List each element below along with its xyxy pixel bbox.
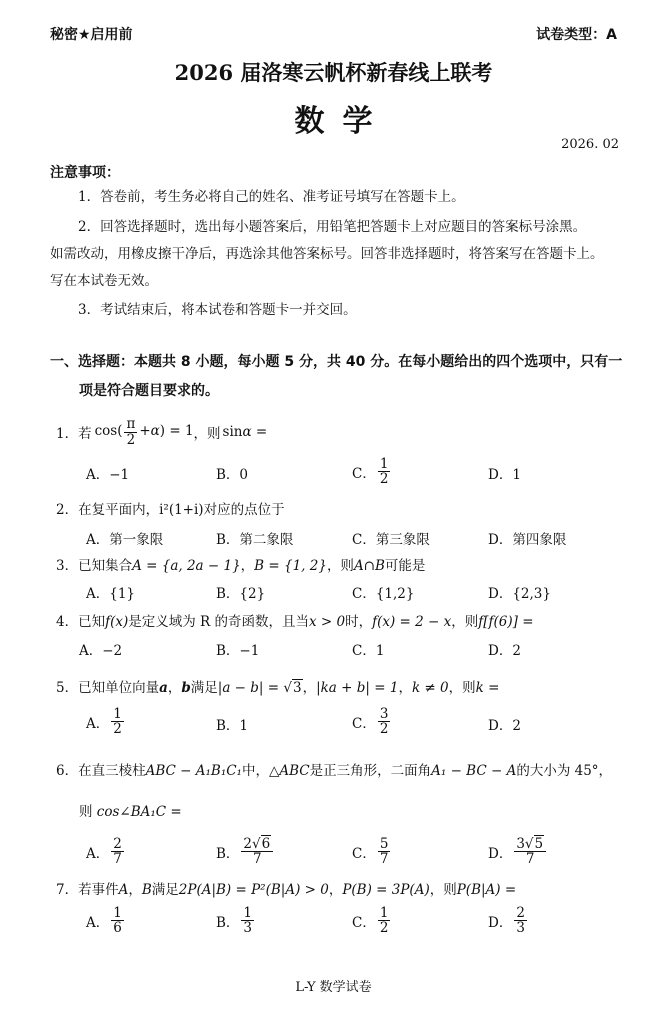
math-expression: B	[141, 882, 152, 898]
vector-a: a	[159, 680, 168, 696]
question-number: 3．	[56, 558, 79, 574]
option-label: A．	[86, 914, 110, 931]
math-expression: ABC − A₁B₁C₁	[145, 763, 242, 779]
math-expression: i²(1+i)	[159, 502, 204, 518]
math-expression: cos∠BA₁C =	[96, 804, 182, 820]
question-number: 7．	[56, 882, 79, 898]
math-expression: 2P(A|B) = P²(B|A) > 0	[178, 882, 329, 898]
question-text: 在复平面内，	[78, 502, 160, 518]
notice-item-2-line-2: 如需改动，用橡皮擦干净后，再选涂其他答案标号。回答非选择题时，将答案写在答题卡上。	[50, 246, 604, 262]
option-label: B．	[216, 914, 240, 931]
question-text: 已知单位向量	[78, 680, 160, 696]
denominator: 2	[379, 920, 389, 937]
numerator: 3√5	[514, 837, 546, 852]
option-a[interactable]: A．第一象限	[86, 532, 164, 548]
denominator: 7	[253, 851, 262, 868]
notice-item-3: 3．考试结束后，将本试卷和答题卡一并交回。	[78, 302, 357, 318]
question-text: ，则	[193, 426, 221, 442]
question-4	[56, 610, 626, 630]
numerator: 2	[516, 905, 525, 921]
option-d[interactable]: D．第四象限	[488, 532, 567, 548]
option-b[interactable]: B．{2}	[216, 586, 266, 602]
math-expression: |ka + b| = 1	[316, 680, 399, 696]
option-c[interactable]: C．第三象限	[352, 532, 430, 548]
question-number: 5．	[56, 680, 79, 696]
section-heading-line-2: 项是符合题目要求的。	[79, 383, 219, 399]
option-label: D．	[488, 914, 513, 931]
option-a[interactable]	[86, 707, 126, 736]
denominator: 2	[379, 721, 389, 738]
option-a[interactable]: A．{1}	[86, 586, 136, 602]
math-expression: |a − b| =	[217, 680, 284, 696]
numerator: 2	[113, 836, 122, 852]
math-expression: A∩B	[353, 558, 385, 574]
option-label: C．	[352, 914, 376, 931]
question-text: 是正三角形，二面角	[309, 763, 432, 779]
fraction	[378, 837, 391, 866]
option-d[interactable]: D．1	[488, 467, 521, 483]
numerator: 1	[379, 905, 389, 921]
option-label: C．	[352, 465, 376, 482]
denominator: 7	[379, 851, 389, 868]
confidential-label: 秘密★启用前	[50, 27, 133, 43]
math-expression: sinα =	[222, 424, 268, 440]
option-d[interactable]: D．2	[488, 718, 521, 734]
math-expression: B = {1, 2}	[254, 558, 327, 574]
notice-item-1: 1．答卷前，考生务必将自己的姓名、准考证号填写在答题卡上。	[78, 189, 465, 205]
denominator: 3	[243, 920, 253, 937]
question-text: 在直三棱柱	[78, 763, 146, 779]
option-d[interactable]	[488, 906, 529, 935]
math-expression: A₁ − BC − A	[431, 763, 517, 779]
numerator: 1	[113, 706, 122, 722]
question-text: 是定义域为 R 的奇函数，且当	[128, 614, 309, 630]
math-expression: f(x)	[105, 614, 129, 630]
question-number: 1．	[56, 426, 79, 442]
math-expression: f[f(6)] =	[478, 614, 534, 630]
option-d[interactable]: D．2	[488, 643, 521, 659]
coefficient: 2	[243, 836, 253, 852]
option-c[interactable]	[352, 837, 392, 866]
option-a[interactable]	[86, 906, 126, 935]
fraction	[514, 837, 546, 866]
denominator: 2	[379, 471, 389, 488]
option-a[interactable]	[86, 837, 126, 866]
question-text: ，则	[451, 614, 479, 630]
option-d[interactable]: D．{2,3}	[488, 586, 551, 602]
option-b[interactable]: B．0	[216, 467, 249, 483]
question-text: 的大小为 45°，	[516, 763, 613, 779]
question-7: 7．若事件A，B满足2P(A|B) = P²(B|A) > 0，P(B) = 3P(A)，则P(B|A) =	[56, 882, 517, 898]
option-label: C．	[352, 845, 376, 862]
numerator: 5	[379, 836, 389, 852]
math-expression: k =	[475, 680, 500, 696]
question-text: 已知集合	[78, 558, 133, 574]
question-text: 已知	[78, 614, 106, 630]
denominator: 3	[516, 920, 525, 937]
option-c[interactable]: C．1	[352, 643, 385, 659]
option-b[interactable]	[216, 837, 275, 866]
question-text: ，则	[448, 680, 476, 696]
notice-item-2-line-3: 写在本试卷无效。	[50, 273, 158, 289]
question-text: 则	[79, 804, 93, 820]
question-6	[56, 759, 626, 779]
question-1	[56, 414, 626, 450]
option-a[interactable]: A．−2	[79, 643, 123, 659]
question-text: ，则	[429, 882, 457, 898]
numerator: 2√6	[241, 837, 273, 852]
option-a[interactable]: A．−1	[86, 467, 130, 483]
question-number: 4．	[56, 614, 79, 630]
option-c[interactable]	[352, 457, 392, 486]
question-text: 可能是	[384, 558, 426, 574]
subject-title: 数学	[294, 104, 391, 139]
notice-item-2-line-1: 2．回答选择题时，选出每小题答案后，用铅笔把答题卡上对应题目的答案标号涂黑。	[78, 219, 587, 235]
option-c[interactable]: C．{1,2}	[352, 586, 415, 602]
fraction	[514, 906, 527, 935]
question-text: 对应的点位于	[203, 502, 285, 518]
math-expression: △ABC	[268, 763, 310, 779]
numerator: 1	[113, 905, 122, 921]
exam-title: 2026 届洛寒云帆杯新春线上联考	[174, 60, 493, 85]
denominator: 2	[113, 721, 122, 738]
sqrt-symbol: √	[283, 680, 292, 696]
question-6-line-2	[79, 800, 649, 820]
vector-b: b	[181, 680, 191, 696]
question-number: 2．	[56, 502, 79, 518]
fraction	[378, 457, 391, 486]
math-expression: A	[118, 882, 129, 898]
question-text: 满足	[151, 882, 179, 898]
fraction	[378, 906, 391, 935]
option-label: A．	[86, 845, 110, 862]
denominator: 7	[113, 851, 122, 868]
math-expression: P(B) = 3P(A)	[342, 882, 430, 898]
question-text: 若事件	[78, 882, 119, 898]
question-2	[56, 498, 626, 518]
denominator: 7	[525, 851, 535, 868]
question-number: 6．	[56, 763, 79, 779]
fraction	[111, 707, 124, 736]
radicand: 6	[261, 836, 271, 852]
fraction	[111, 906, 124, 935]
radicand: 5	[534, 836, 544, 852]
math-expression: A = {a, 2a − 1}	[132, 558, 241, 574]
fraction	[111, 837, 124, 866]
denominator: 6	[113, 920, 122, 937]
exam-date: 2026. 02	[561, 137, 619, 152]
separator: ，	[128, 882, 142, 898]
separator: ，	[240, 558, 255, 574]
question-5: 5．已知单位向量a，b满足|a − b| = √3，|ka + b| = 1，k ≠ 0，则k =	[56, 680, 500, 696]
question-text: ，则	[326, 558, 354, 574]
fraction	[241, 837, 273, 866]
fraction	[241, 906, 254, 935]
math-expression: f(x) = 2 − x	[372, 614, 452, 630]
page-footer: L-Y 数学试卷	[295, 980, 372, 995]
option-b[interactable]: B．−1	[216, 643, 260, 659]
notice-title: 注意事项：	[50, 165, 120, 181]
math-expression: cos( $\frac{\pi}{2}$ +α) = 1	[94, 416, 194, 448]
option-d[interactable]	[488, 837, 548, 866]
option-label: D．	[488, 845, 513, 862]
option-b[interactable]: B．1	[216, 718, 249, 734]
option-label: C．	[352, 715, 376, 732]
numerator: 1	[379, 456, 389, 472]
question-text: 中，	[241, 763, 269, 779]
option-b[interactable]: B．第二象限	[216, 532, 294, 548]
question-text: 时，	[345, 614, 373, 630]
question-text: 满足	[190, 680, 218, 696]
fraction	[378, 707, 391, 736]
paper-type-label: 试卷类型：A	[536, 27, 617, 43]
option-b[interactable]	[216, 906, 256, 935]
question-3	[56, 554, 626, 574]
separator: ，	[167, 680, 182, 696]
radicand: 3	[292, 680, 302, 696]
section-heading-line-1: 一、选择题：本题共 8 小题，每小题 5 分，共 40 分。在每小题给出的四个选项中，只有一	[50, 354, 623, 370]
option-c[interactable]	[352, 906, 392, 935]
coefficient: 3	[516, 836, 525, 852]
option-c[interactable]	[352, 707, 392, 736]
math-expression: x > 0	[309, 614, 346, 630]
numerator: 3	[379, 706, 389, 722]
numerator: 1	[243, 905, 253, 921]
option-label: B．	[216, 845, 240, 862]
math-expression: k ≠ 0	[411, 680, 449, 696]
question-text: 若	[78, 426, 92, 442]
math-expression: P(B|A) =	[456, 882, 517, 898]
option-label: A．	[86, 715, 110, 732]
